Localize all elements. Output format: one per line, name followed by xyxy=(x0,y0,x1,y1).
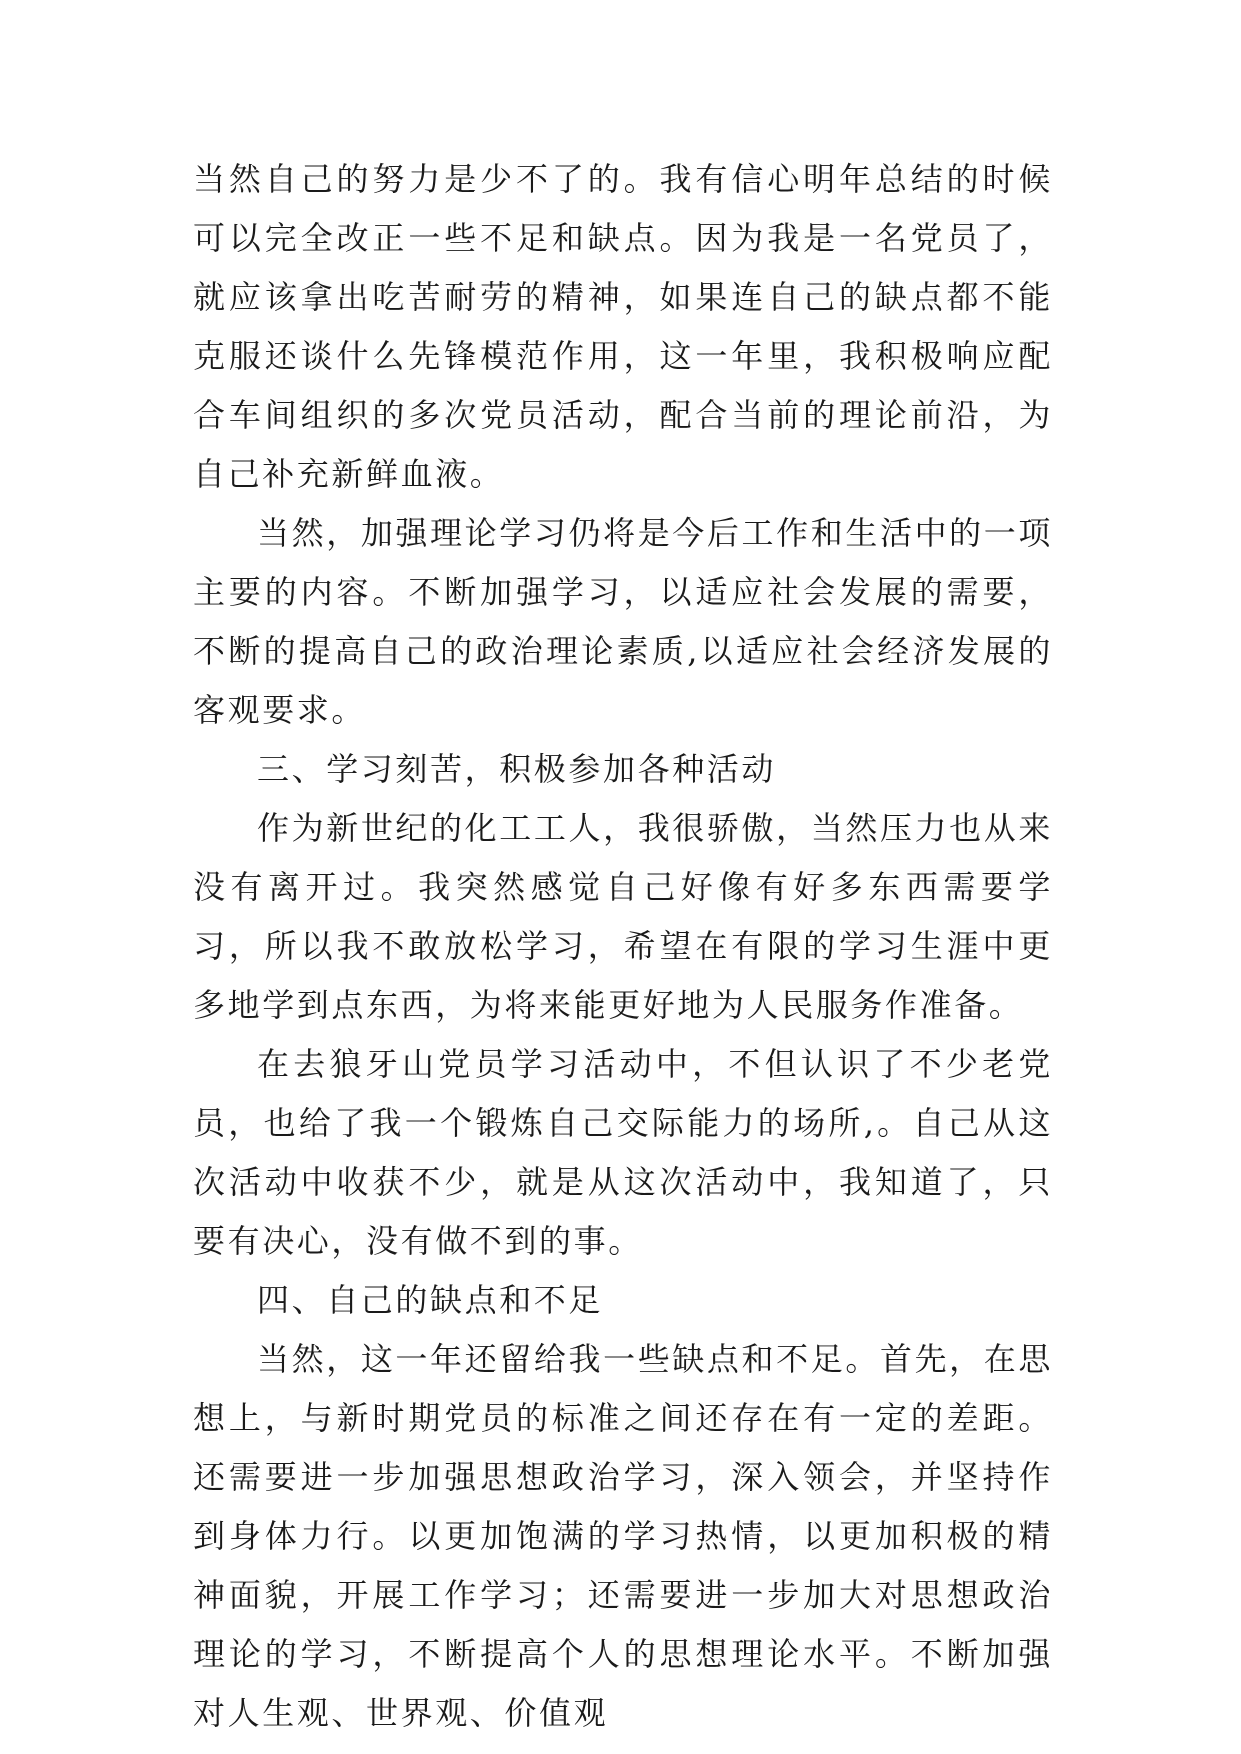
section-heading-4: 四、自己的缺点和不足 xyxy=(257,1281,604,1319)
section-heading-3: 三、学习刻苦，积极参加各种活动 xyxy=(257,750,777,788)
paragraph-7: 当然，这一年还留给我一些缺点和不足。首先，在思想上，与新时期党员的标准之间还存在有一定的差距。还需要进一步加强思想政治学习，深入领会，并坚持作到身体力行。以更加饱满的学习热情，以更加积极的精神面貌，开展工作学习；还需要进一步加大对思想政治理论的学习，不断提高个人的思想理论水平。不断加强对人生观、世界观、价值观 xyxy=(193,1340,1053,1732)
paragraph-4: 作为新世纪的化工工人，我很骄傲，当然压力也从来没有离开过。我突然感觉自己好像有好多东西需要学习，所以我不敢放松学习，希望在有限的学习生涯中更多地学到点东西，为将来能更好地为人民服务作准备。 xyxy=(193,809,1053,1024)
document-page xyxy=(193,150,1053,1743)
paragraph-2: 当然，加强理论学习仍将是今后工作和生活中的一项主要的内容。不断加强学习，以适应社会发展的需要，不断的提高自己的政治理论素质,以适应社会经济发展的客观要求。 xyxy=(193,514,1053,729)
paragraph-1: 当然自己的努力是少不了的。我有信心明年总结的时候可以完全改正一些不足和缺点。因为我是一名党员了，就应该拿出吃苦耐劳的精神，如果连自己的缺点都不能克服还谈什么先锋模范作用，这一年里，我积极响应配合车间组织的多次党员活动，配合当前的理论前沿，为自己补充新鲜血液。 xyxy=(193,160,1053,493)
paragraph-5: 在去狼牙山党员学习活动中，不但认识了不少老党员，也给了我一个锻炼自己交际能力的场所,。自己从这次活动中收获不少，就是从这次活动中，我知道了，只要有决心，没有做不到的事。 xyxy=(193,1045,1053,1260)
